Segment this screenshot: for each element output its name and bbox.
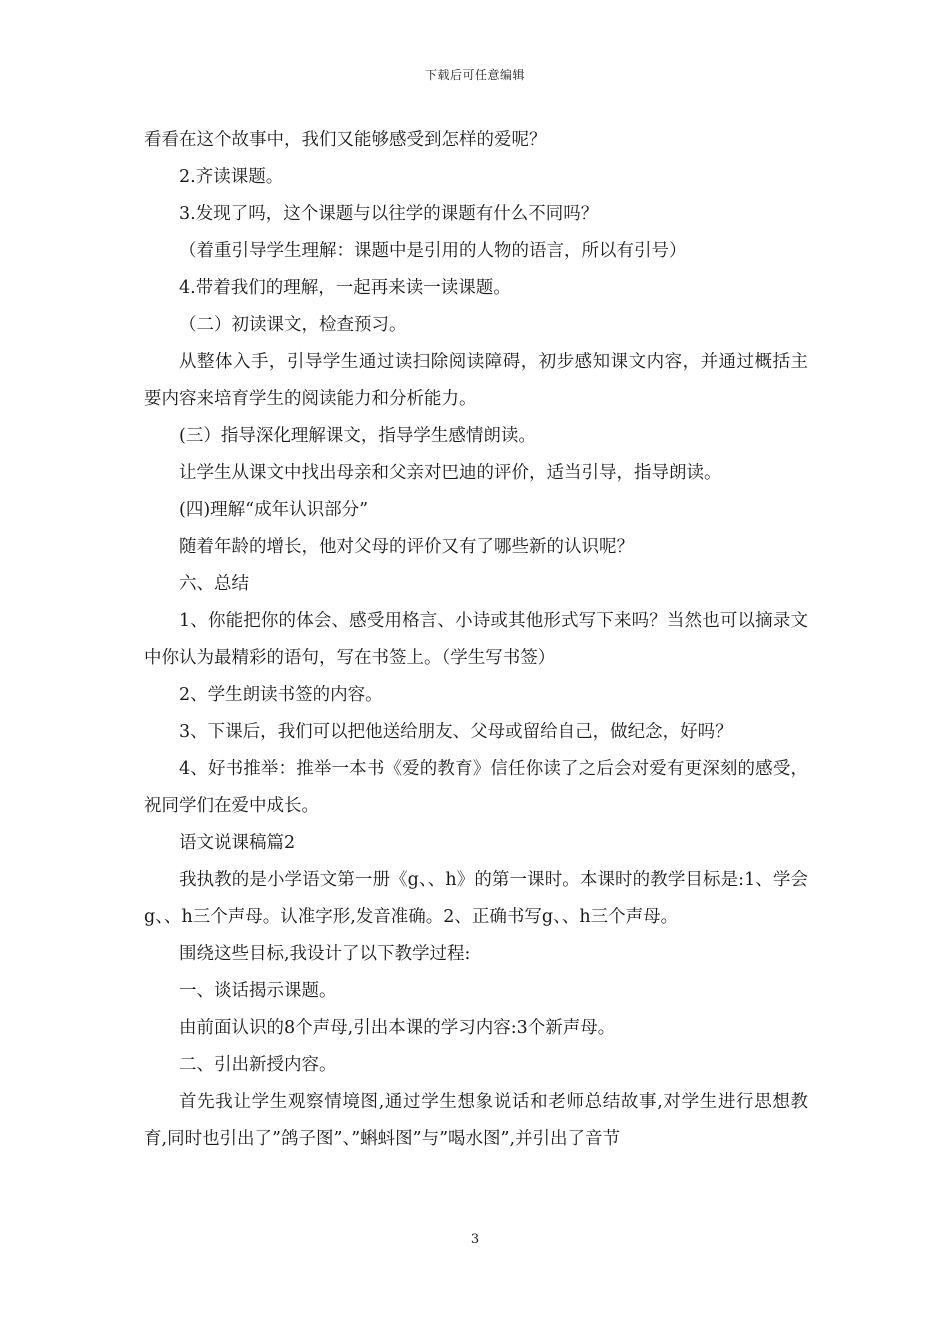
paragraph: 4.带着我们的理解，一起再来读一读课题。 xyxy=(179,278,511,298)
paragraph: 由前面认识的8个声母,引出本课的学习内容:3个新声母。 xyxy=(179,1018,616,1038)
section-heading: 一、谈话揭示课题。 xyxy=(179,981,337,1001)
paragraph: 1、你能把你的体会、感受用格言、小诗或其他形式写下来吗？当然也可以摘录文中你认为最精彩的语句，写在书签上。（学生写书签） xyxy=(144,611,808,668)
paragraph: 3.发现了吗，这个课题与以往学的课题有什么不同吗？ xyxy=(179,204,599,224)
paragraph: 让学生从课文中找出母亲和父亲对巴迪的评价，适当引导，指导朗读。 xyxy=(179,463,722,483)
paragraph: 2、学生朗读书签的内容。 xyxy=(179,685,383,705)
section-heading: (四)理解“成年认识部分” xyxy=(179,500,369,520)
paragraph: 3、下课后，我们可以把他送给朋友、父母或留给自己，做纪念，好吗？ xyxy=(179,722,733,742)
page-number: 3 xyxy=(470,1232,480,1247)
paragraph: 看看在这个故事中，我们又能够感受到怎样的爱呢？ xyxy=(144,130,547,150)
section-heading: 六、总结 xyxy=(179,574,249,594)
paragraph: （着重引导学生理解：课题中是引用的人物的语言，所以有引号） xyxy=(179,241,687,261)
paragraph: 4、好书推举：推举一本书《爱的教育》信任你读了之后会对爱有更深刻的感受，祝同学们在爱中成长。 xyxy=(144,759,808,816)
document-body xyxy=(144,122,808,1158)
section-heading: (三）指导深化理解课文，指导学生感情朗读。 xyxy=(179,426,536,446)
paragraph: 随着年龄的增长，他对父母的评价又有了哪些新的认识呢？ xyxy=(179,537,634,557)
page-header: 下载后可任意编辑 xyxy=(424,68,525,82)
section-heading: （二）初读课文，检查预习。 xyxy=(179,315,407,335)
paragraph: 我执教的是小学语文第一册《g、、h》的第一课时。本课时的教学目标是:1、学会g、、h三个声母。认准字形,发音准确。2、正确书写g、、h三个声母。 xyxy=(144,870,808,927)
paragraph: 2.齐读课题。 xyxy=(179,167,284,187)
section-title: 语文说课稿篇2 xyxy=(179,833,296,853)
paragraph: 围绕这些目标,我设计了以下教学过程: xyxy=(179,944,471,964)
paragraph: 首先我让学生观察情境图,通过学生想象说话和老师总结故事,对学生进行思想教育,同时也引出了”鸽子图”、”蝌蚪图”与”喝水图”,并引出了音节 xyxy=(144,1092,808,1149)
section-heading: 二、引出新授内容。 xyxy=(179,1055,337,1075)
paragraph: 从整体入手，引导学生通过读扫除阅读障碍，初步感知课文内容，并通过概括主要内容来培育学生的阅读能力和分析能力。 xyxy=(144,352,808,409)
